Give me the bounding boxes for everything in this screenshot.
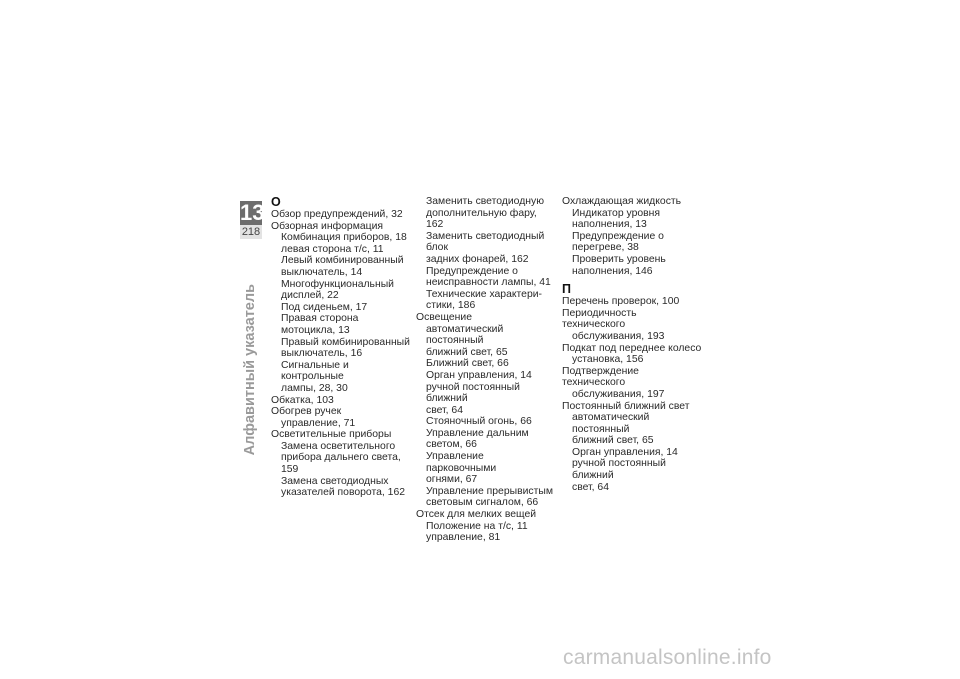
index-subentry: Ближний свет, 66 xyxy=(426,358,509,370)
watermark: carmanualsonline.info xyxy=(563,646,772,669)
index-entry: Периодичность технического xyxy=(562,307,637,331)
index-subentry: светом, 66 xyxy=(426,439,477,451)
index-entry: Осветительные приборы xyxy=(271,429,392,441)
index-subentry: Проверить уровень xyxy=(572,253,666,265)
chapter-title: Алфавитный указатель xyxy=(242,284,258,456)
index-subentry: неисправности лампы, 41 xyxy=(426,277,551,289)
index-subentry: прибора дальнего света, 159 xyxy=(281,452,401,476)
index-subentry: Орган управления, 14 xyxy=(572,446,678,458)
index-subentry: стики, 186 xyxy=(426,300,476,312)
index-subentry: управление, 71 xyxy=(281,417,356,429)
index-entry: Подкат под переднее колесо xyxy=(562,342,702,354)
chapter-marker xyxy=(240,200,265,239)
index-subentry: огнями, 67 xyxy=(426,474,478,486)
index-subentry: Сигнальные и контрольные xyxy=(281,359,349,383)
index-subentry: наполнения, 13 xyxy=(572,219,647,231)
index-subentry: управление, 81 xyxy=(426,532,501,544)
index-column-3 xyxy=(562,196,702,493)
index-subentry: обслуживания, 193 xyxy=(572,330,665,342)
index-subentry: Комбинация приборов, 18 xyxy=(281,232,407,244)
index-subentry: Предупреждение о xyxy=(426,265,518,277)
index-subentry: Многофункциональный xyxy=(281,278,394,290)
index-subentry: лампы, 28, 30 xyxy=(281,382,348,394)
index-subentry: Левый комбинированный xyxy=(281,255,404,267)
index-subentry: Управление парковочными xyxy=(426,451,497,474)
index-subentry: свет, 64 xyxy=(572,481,609,493)
index-entry: Отсек для мелких вещей xyxy=(416,509,537,521)
index-subentry: перегреве, 38 xyxy=(572,242,639,254)
index-subentry: автоматический постоянный xyxy=(572,412,650,435)
index-subentry: ближний свет, 65 xyxy=(572,435,654,447)
index-subentry: указателей поворота, 162 xyxy=(281,487,406,499)
index-letter-heading: П xyxy=(562,282,571,297)
index-subentry: Управление дальним xyxy=(426,427,529,439)
page-number: 218 xyxy=(241,226,261,238)
index-subentry: Правая сторона xyxy=(281,313,359,325)
index-entry: Обкатка, 103 xyxy=(271,394,334,406)
index-entry: Обогрев ручек xyxy=(271,406,342,418)
index-subentry: Замена светодиодных xyxy=(281,475,389,487)
index-entry: Постоянный ближний свет xyxy=(562,400,690,412)
index-subentry: Технические характери- xyxy=(426,288,542,300)
index-subentry: выключатель, 16 xyxy=(281,348,363,360)
index-entry: Обзор предупреждений, 32 xyxy=(271,209,403,220)
index-subentry: Управление прерывистым xyxy=(426,485,553,497)
index-column-2 xyxy=(416,196,556,544)
index-subentry: наполнения, 146 xyxy=(572,265,653,277)
index-subentry: обслуживания, 197 xyxy=(572,388,665,400)
index-subentry: левая сторона т/с, 11 xyxy=(281,243,384,255)
index-column-1 xyxy=(271,196,411,499)
index-entry: Обзорная информация xyxy=(271,220,383,232)
index-subentry: установка, 156 xyxy=(572,354,644,366)
index-subentry: Заменить светодиодную xyxy=(426,196,545,207)
index-entry: Освещение xyxy=(416,311,472,323)
index-subentry: Предупреждение о xyxy=(572,230,664,242)
index-subentry: ручной постоянный ближний xyxy=(572,458,666,482)
index-subentry: Правый комбинированный xyxy=(281,336,410,348)
index-subentry: Положение на т/с, 11 xyxy=(426,520,528,532)
index-subentry: дисплей, 22 xyxy=(281,290,339,302)
index-subentry: Орган управления, 14 xyxy=(426,369,532,381)
index-subentry: Индикатор уровня xyxy=(572,207,661,219)
index-subentry: дополнительную фару, 162 xyxy=(426,207,537,231)
index-subentry: Замена осветительного xyxy=(281,440,396,452)
index-subentry: световым сигналом, 66 xyxy=(426,497,539,509)
index-subentry: ближний свет, 65 xyxy=(426,346,508,358)
index-entry: Перечень проверок, 100 xyxy=(562,296,680,308)
index-subentry: автоматический постоянный xyxy=(426,323,504,347)
index-letter-heading: О xyxy=(271,195,281,209)
index-subentry: Стояночный огонь, 66 xyxy=(426,416,532,428)
chapter-number: 13 xyxy=(240,200,265,225)
index-subentry: задних фонарей, 162 xyxy=(426,253,529,265)
index-subentry: свет, 64 xyxy=(426,404,463,416)
index-subentry: мотоцикла, 13 xyxy=(281,324,350,336)
index-subentry: Заменить светодиодный блок xyxy=(426,230,545,254)
index-entry: Подтверждение технического xyxy=(562,365,639,389)
index-subentry: выключатель, 14 xyxy=(281,266,363,278)
index-subentry: Под сиденьем, 17 xyxy=(281,301,368,313)
index-subentry: ручной постоянный ближний xyxy=(426,381,520,405)
index-entry: Охлаждающая жидкость xyxy=(562,196,682,207)
